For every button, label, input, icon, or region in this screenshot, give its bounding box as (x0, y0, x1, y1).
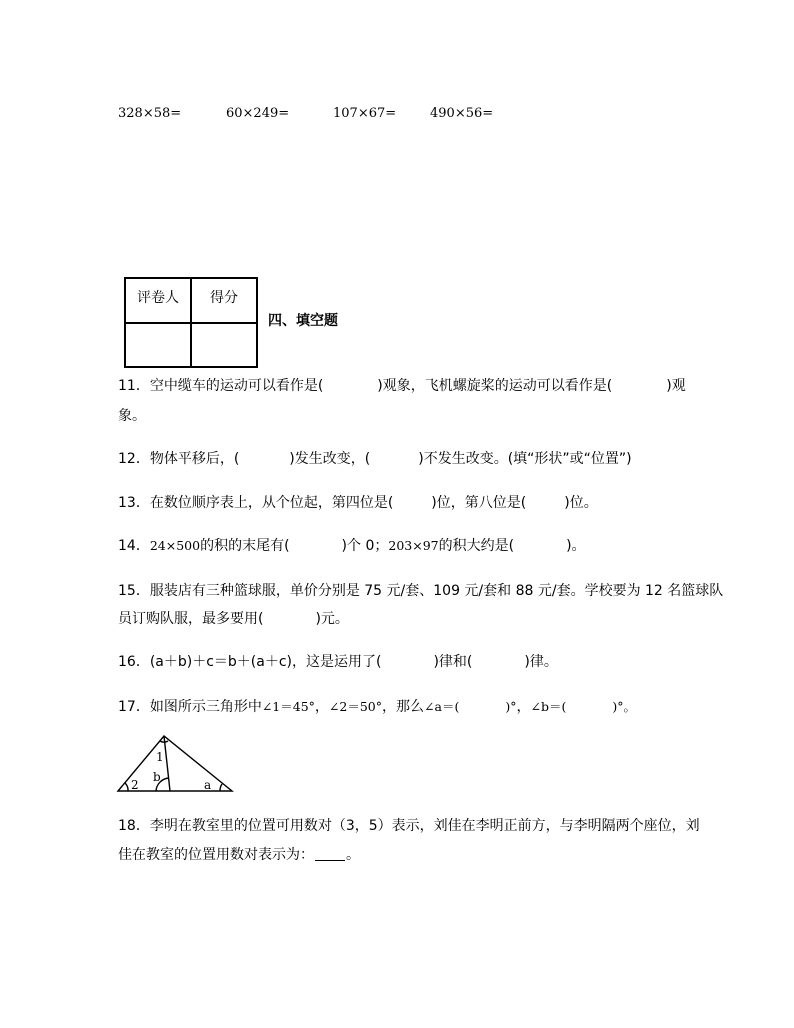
question-number: 14． (118, 538, 150, 554)
anglea-arc (220, 784, 222, 791)
question-number: 12． (118, 451, 150, 467)
question-text: 象。 (118, 408, 146, 424)
question-number: 17． (118, 699, 150, 715)
question-text: )元。 (315, 611, 349, 627)
question-text: )发生改变，( (289, 451, 371, 467)
question-text: 。 (346, 847, 360, 863)
reviewer-cell[interactable] (125, 323, 191, 367)
question-text: )观象，飞机螺旋桨的运动可以看作是( (377, 378, 613, 394)
question-text: ，那么 (382, 699, 425, 715)
math-expression: 203×97 (388, 538, 439, 553)
label-1: 1 (156, 750, 164, 764)
question-18-cont (118, 846, 360, 864)
section-title: 四、填空题 (268, 313, 338, 329)
label-a: a (204, 778, 212, 792)
question-number: 15． (118, 583, 150, 599)
question-text: )律。 (524, 654, 558, 670)
question-18 (118, 817, 700, 835)
question-15 (118, 582, 723, 600)
question-11 (118, 377, 686, 395)
question-text: )位。 (564, 495, 598, 511)
math-expression: 24×500 (149, 538, 201, 553)
question-text: )个 0； (341, 538, 389, 554)
question-text: 的积大约是( (438, 538, 515, 554)
question-text: 在数位顺序表上，从个位起，第四位是( (149, 495, 394, 511)
question-number: 11． (118, 378, 150, 394)
calc-2: 60×249= (226, 106, 290, 121)
score-box (124, 277, 258, 368)
question-text: 的积的末尾有( (200, 538, 290, 554)
question-text: ， (314, 699, 329, 715)
question-text: (a＋b)＋c＝b＋(a＋c)，这是运用了( (149, 654, 382, 670)
inner-segment (164, 736, 170, 791)
score-label: 得分 (191, 278, 257, 323)
question-number: 13． (118, 495, 150, 511)
question-12 (118, 450, 632, 468)
label-2: 2 (131, 778, 139, 792)
question-17 (118, 698, 636, 716)
question-text: 如图所示三角形中 (149, 699, 262, 715)
question-11-cont (118, 407, 146, 425)
question-text: )观 (666, 378, 686, 394)
reviewer-label: 评卷人 (125, 278, 191, 323)
calc-1: 328×58= (118, 106, 182, 121)
question-text: ， (516, 699, 531, 715)
question-text: 服装店有三种篮球服，单价分别是 75 元/套、109 元/套和 88 元/套。学校要为 12 名篮球队 (149, 583, 724, 599)
math-expression: ∠b＝( (530, 699, 567, 714)
angle2-arc (125, 783, 128, 791)
question-text: 佳在教室的位置用数对表示为： (118, 847, 314, 863)
question-15-cont (118, 610, 349, 628)
math-expression: ∠a＝( (424, 699, 460, 714)
score-cell[interactable] (191, 323, 257, 367)
question-text: 物体平移后，( (149, 451, 240, 467)
question-text: )律和( (433, 654, 473, 670)
question-text: 空中缆车的运动可以看作是( (149, 378, 324, 394)
label-b: b (153, 770, 161, 784)
calc-4: 490×56= (430, 106, 494, 121)
question-text: )不发生改变。(填“形状”或“位置”) (418, 451, 632, 467)
math-expression: ∠2＝50° (328, 699, 383, 714)
math-expression: ∠1＝45° (261, 699, 315, 714)
triangle-figure (114, 733, 238, 795)
question-14 (118, 537, 586, 555)
question-13 (118, 494, 598, 512)
question-number: 16． (118, 654, 150, 670)
answer-blank[interactable] (315, 860, 345, 861)
calc-3: 107×67= (333, 106, 397, 121)
question-text: 李明在教室里的位置可用数对（3，5）表示，刘佳在李明正前方，与李明隔两个座位，刘 (149, 818, 700, 834)
question-text: 员订购队服，最多要用( (118, 611, 264, 627)
math-expression: )°。 (612, 699, 636, 714)
question-16 (118, 653, 558, 671)
math-expression: )° (505, 699, 517, 714)
question-text: )位，第八位是( (431, 495, 527, 511)
question-text: )。 (566, 538, 586, 554)
question-number: 18． (118, 818, 150, 834)
